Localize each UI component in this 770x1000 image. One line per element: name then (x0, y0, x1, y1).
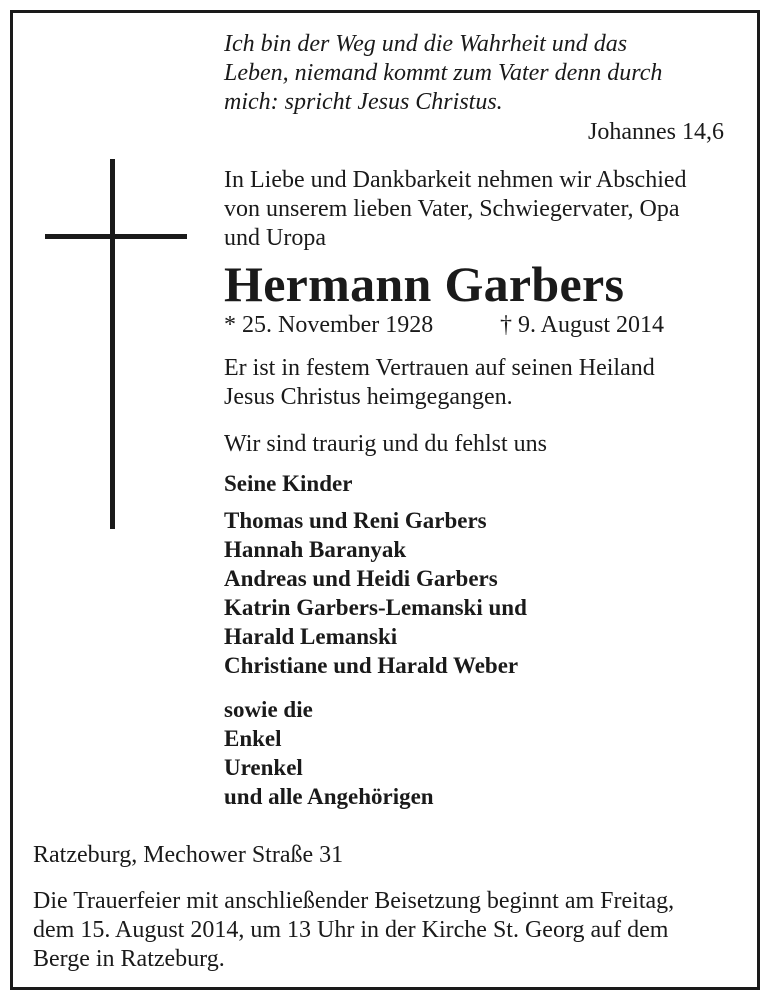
quote-line: mich: spricht Jesus Christus. (224, 89, 503, 115)
child-name: Katrin Garbers-Lemanski und (224, 595, 527, 620)
bible-quote (224, 30, 744, 117)
life-dates (224, 311, 744, 340)
family-line: und alle Angehörigen (224, 784, 434, 809)
obituary-content (224, 30, 744, 811)
intro-line: und Uropa (224, 225, 326, 251)
funeral-notice (33, 887, 743, 974)
quote-line: Ich bin der Weg und die Wahrheit und das (224, 31, 628, 57)
cross-vertical-bar (110, 159, 115, 529)
child-name: Hannah Baranyak (224, 537, 407, 562)
funeral-line: Berge in Ratzeburg. (33, 946, 225, 972)
cross-horizontal-bar (45, 234, 187, 239)
funeral-line: dem 15. August 2014, um 13 Uhr in der Kirche St. Georg auf dem (33, 917, 669, 943)
children-heading: Seine Kinder (224, 471, 353, 496)
faith-line: Er ist in festem Vertrauen auf seinen Heiland (224, 355, 655, 381)
family-line: sowie die (224, 697, 313, 722)
birth-date: * 25. November 1928 (224, 312, 434, 338)
children-list (224, 506, 744, 680)
child-name: Christiane und Harald Weber (224, 653, 519, 678)
faith-line: Jesus Christus heimgegangen. (224, 384, 513, 410)
child-name: Harald Lemanski (224, 624, 398, 649)
funeral-line: Die Trauerfeier mit anschließender Beisetzung beginnt am Freitag, (33, 888, 675, 914)
intro-line: In Liebe und Dankbarkeit nehmen wir Abschied (224, 167, 687, 193)
faith-statement (224, 354, 744, 412)
obituary-frame (10, 10, 760, 990)
intro-line: von unserem lieben Vater, Schwiegervater, Opa (224, 196, 680, 222)
family-line: Enkel (224, 726, 282, 751)
family-list (224, 695, 744, 811)
death-date: † 9. August 2014 (500, 312, 665, 338)
family-line: Urenkel (224, 755, 303, 780)
sad-line: Wir sind traurig und du fehlst uns (224, 431, 547, 457)
farewell-intro (224, 166, 744, 253)
child-name: Andreas und Heidi Garbers (224, 566, 498, 591)
child-name: Thomas und Reni Garbers (224, 508, 487, 533)
obituary-footer (33, 841, 743, 974)
deceased-name: Hermann Garbers (224, 256, 625, 312)
quote-reference: Johannes 14,6 (588, 119, 724, 145)
address: Ratzeburg, Mechower Straße 31 (33, 842, 344, 868)
quote-line: Leben, niemand kommt zum Vater denn durch (224, 60, 663, 86)
